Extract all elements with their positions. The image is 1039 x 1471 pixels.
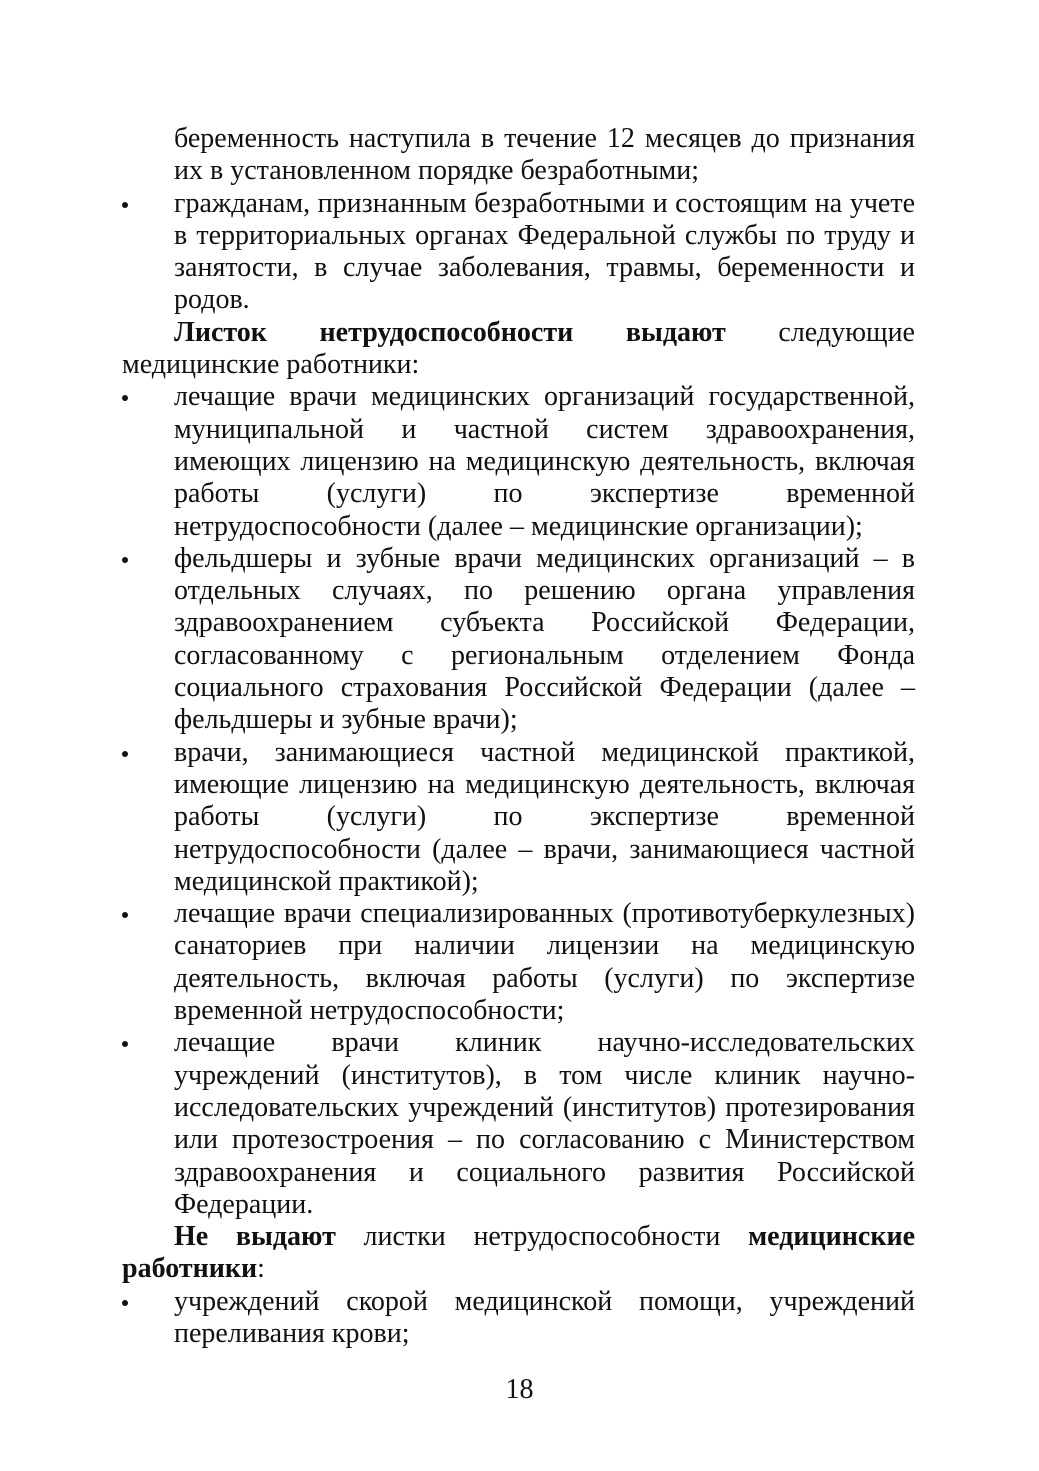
bullet-icon <box>122 1041 128 1047</box>
list-item: лечащие врачи медицинских организаций государственной, муниципальной и частной систем здравоохранения, имеющих лицензию на медицинскую деятельность, включая работы (услуги) по экспертизе временной нетрудоспособности (далее – медицинские организации); <box>122 381 915 542</box>
list-item-line: лечащие врачи клиник научно-исследовательских учреждений (институтов), в том числе клиник научно- <box>174 1027 915 1091</box>
paragraph-non-issuers: Не выдают листки нетрудоспособности медицинские работники: <box>122 1221 916 1285</box>
bold-phrase: медицинские работники <box>122 1221 916 1285</box>
bullet-icon <box>122 202 128 208</box>
bullet-icon <box>122 912 128 918</box>
body-text <box>122 123 915 1350</box>
list-item: гражданам, признанным безработными и состоящим на учете в территориальных органах Федеральной службы по труду и занятости, в случае заболевания, травмы, беременности и родов. <box>122 188 915 317</box>
bold-phrase: Листок нетрудоспособности выдают <box>174 316 726 348</box>
bullet-icon <box>122 751 128 757</box>
list-item: фельдшеры и зубные врачи медицинских организаций – в отдельных случаях, по решению органа управления здравоохранением субъекта Российской Федерации, согласованному с региональным отделением Фонда социального страхования Российской Федерации (далее – фельдшеры и зубные врачи); <box>122 543 915 737</box>
bold-phrase: Не выдают <box>174 1221 336 1253</box>
list-item: лечащие врачи специализированных (противотуберкулезных) санаториев при наличии лицензии на медицинскую деятельность, включая работы (услуги) по экспертизе временной нетрудоспособности; <box>122 898 915 1027</box>
page-number: 18 <box>505 1374 534 1405</box>
bullet-icon <box>122 1300 128 1306</box>
bullet-icon <box>122 395 128 401</box>
list-item <box>122 1027 915 1221</box>
bullet-icon <box>122 557 128 563</box>
paragraph-issuers: Листок нетрудоспособности выдают следующие медицинские работники: <box>122 316 915 381</box>
list-item: учреждений скорой медицинской помощи, учреждений переливания крови; <box>122 1286 915 1351</box>
list-item: врачи, занимающиеся частной медицинской практикой, имеющие лицензию на медицинскую деятельность, включая работы (услуги) по экспертизе временной нетрудоспособности (далее – врачи, занимающиеся частной медицинской практикой); <box>122 737 915 898</box>
continued-paragraph: беременность наступила в течение 12 месяцев до признания их в установленном порядке безработными; <box>174 123 915 187</box>
list-item-continuation: исследовательских учреждений (институтов) протезирования или протезостроения – по согласованию с Министерством здравоохранения и социального развития Российской Федерации. <box>174 1091 915 1220</box>
